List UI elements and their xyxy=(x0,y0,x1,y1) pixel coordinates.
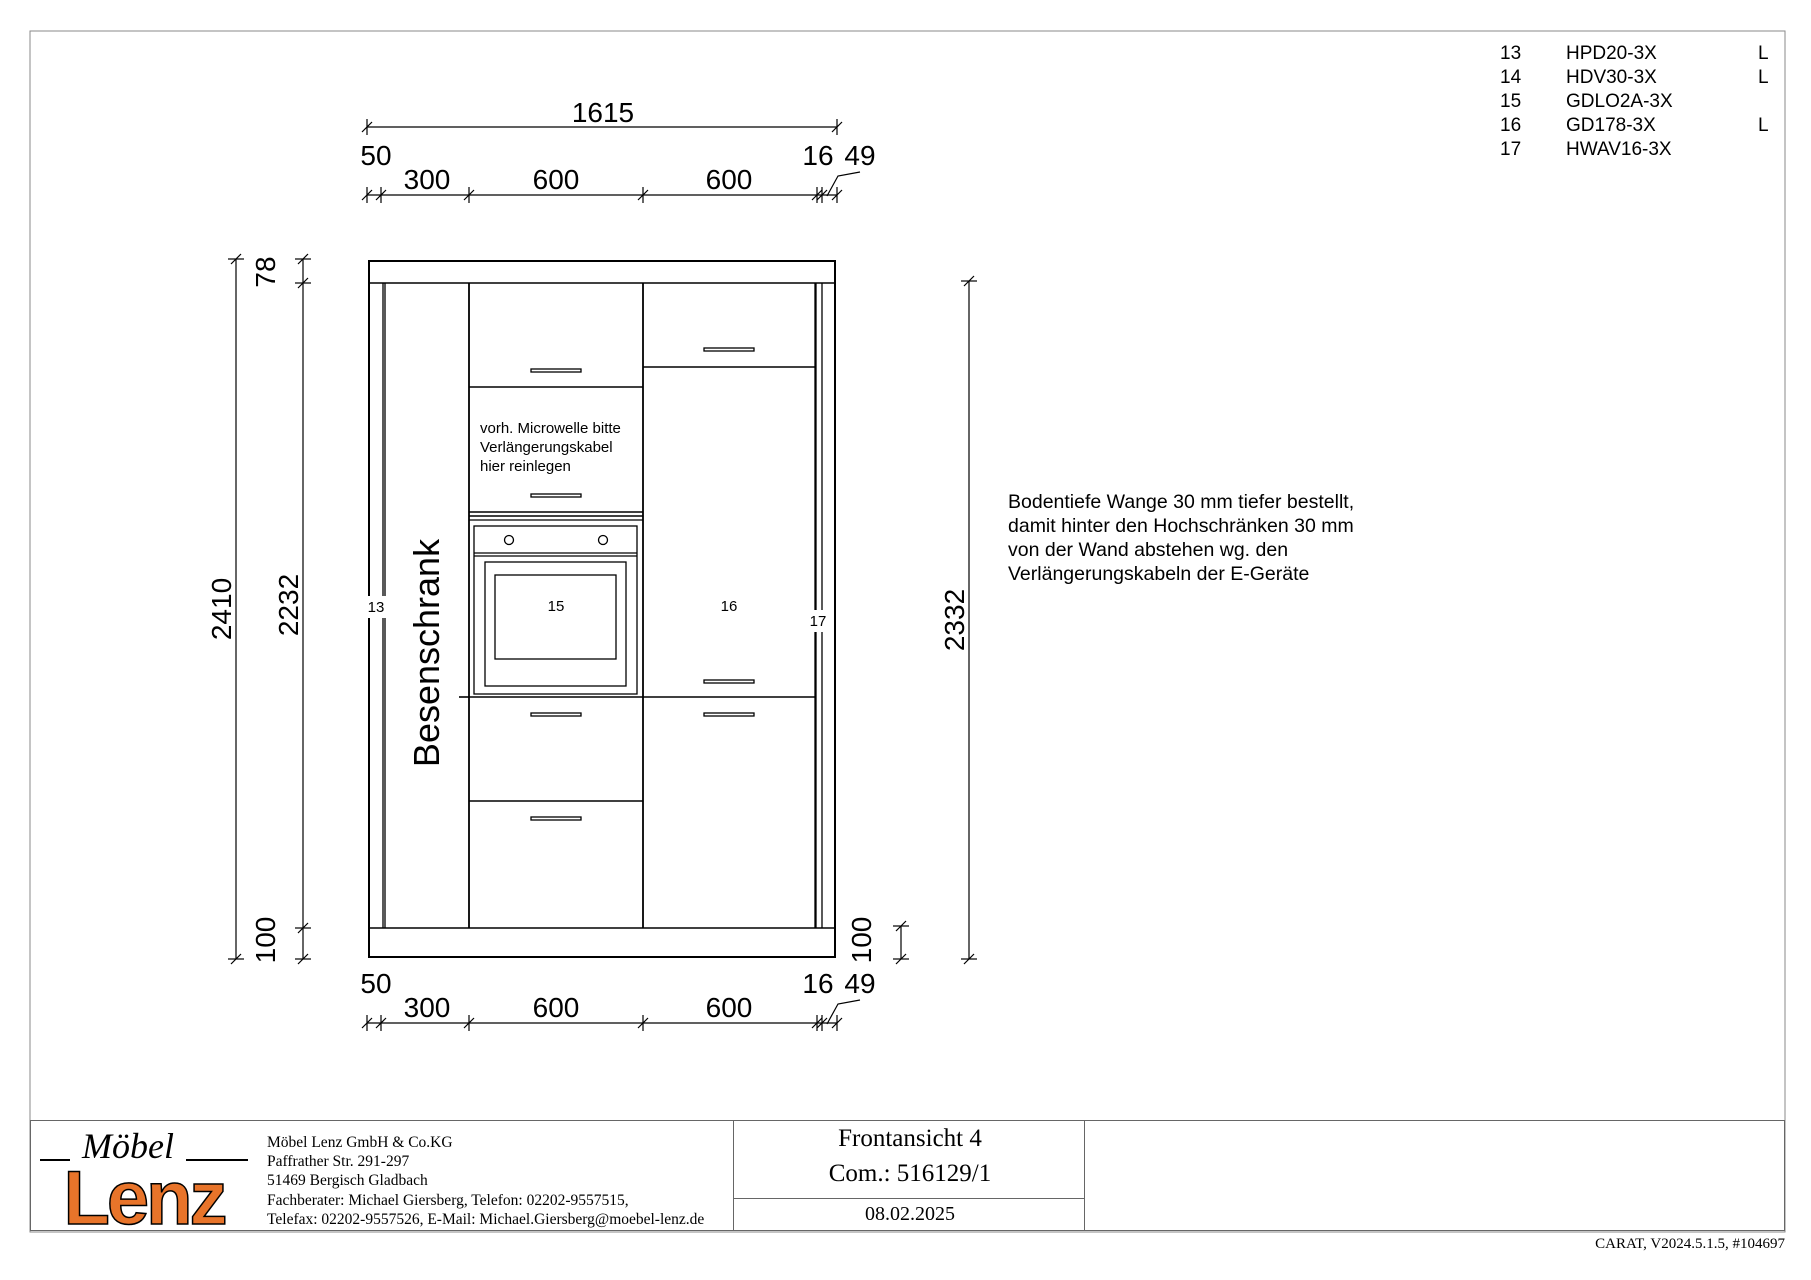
position-15-label: 15 xyxy=(547,598,565,615)
moebel-lenz-logo xyxy=(38,1122,250,1230)
legend-code: HPD20-3X xyxy=(1566,43,1657,64)
besenschrank-label: Besenschrank xyxy=(406,538,447,768)
dim-top-seg1: 300 xyxy=(403,164,451,195)
microwave-note-line-1: vorh. Microwelle bitte xyxy=(480,420,621,437)
position-legend xyxy=(1500,43,1780,163)
legend-code: HDV30-3X xyxy=(1566,67,1657,88)
dim-bottom-left-edge: 50 xyxy=(360,968,392,999)
position-17-label: 17 xyxy=(809,613,827,630)
logo-text-top: Möbel xyxy=(82,1126,174,1166)
legend-flag: L xyxy=(1758,67,1769,88)
company-line: Telefax: 02202-9557526, E-Mail: Michael.Giersberg@moebel-lenz.de xyxy=(267,1210,705,1228)
dim-top-seg3: 600 xyxy=(705,164,753,195)
dim-bottom-right-a: 16 xyxy=(802,968,834,999)
legend-number: 14 xyxy=(1500,67,1522,88)
legend-row xyxy=(1500,91,1780,115)
position-16-label: 16 xyxy=(720,598,738,615)
dim-bottom-seg3: 600 xyxy=(705,992,753,1023)
dim-top-total: 1615 xyxy=(571,97,635,128)
note-line: Verlängerungskabeln der E-Geräte xyxy=(1008,563,1310,585)
company-line: Möbel Lenz GmbH & Co.KG xyxy=(267,1134,453,1151)
legend-code: GDLO2A-3X xyxy=(1566,91,1673,112)
note-line: Bodentiefe Wange 30 mm tiefer bestellt, xyxy=(1008,491,1355,513)
dim-bottom-seg2: 600 xyxy=(532,992,580,1023)
company-line: Fachberater: Michael Giersberg, Telefon: 02202-9557515, xyxy=(267,1191,629,1209)
drawing-title: Frontansicht 4 xyxy=(838,1125,982,1152)
legend-row xyxy=(1500,43,1780,67)
software-version: CARAT, V2024.5.1.5, #104697 xyxy=(1595,1236,1785,1252)
company-info xyxy=(267,1133,704,1229)
legend-number: 13 xyxy=(1500,43,1522,64)
dim-bottom-right-b: 49 xyxy=(844,968,876,999)
microwave-note-line-3: hier reinlegen xyxy=(480,458,571,475)
legend-code: HWAV16-3X xyxy=(1566,139,1672,160)
note-line: damit hinter den Hochschränken 30 mm xyxy=(1008,515,1354,537)
legend-row xyxy=(1500,139,1780,163)
dim-left-total: 2410 xyxy=(206,577,237,641)
dim-bottom-seg1: 300 xyxy=(403,992,451,1023)
dim-right-bottom: 100 xyxy=(846,916,877,964)
legend-row xyxy=(1500,115,1780,139)
position-13-label: 13 xyxy=(367,599,385,616)
legend-number: 17 xyxy=(1500,139,1522,160)
installation-note xyxy=(1008,490,1354,586)
logo-text-main: Lenz xyxy=(63,1156,225,1230)
drawing-date: 08.02.2025 xyxy=(865,1203,955,1225)
dim-top-left-edge: 50 xyxy=(360,140,392,171)
commission-number: Com.: 516129/1 xyxy=(828,1160,992,1187)
company-line: Paffrather Str. 291-297 xyxy=(267,1153,410,1171)
title-block-date-divider xyxy=(733,1198,1085,1199)
dim-left-bottom: 100 xyxy=(250,916,281,964)
dim-right-total: 2332 xyxy=(939,588,970,652)
dim-left-mid: 2232 xyxy=(273,573,304,637)
dim-left-top: 78 xyxy=(250,256,281,288)
dim-top-seg2: 600 xyxy=(532,164,580,195)
dim-top-right-b: 49 xyxy=(844,140,876,171)
legend-row xyxy=(1500,67,1780,91)
legend-number: 15 xyxy=(1500,91,1522,112)
legend-number: 16 xyxy=(1500,115,1522,136)
legend-code: GD178-3X xyxy=(1566,115,1656,136)
dim-top-right-a: 16 xyxy=(802,140,834,171)
company-line: 51469 Bergisch Gladbach xyxy=(267,1172,428,1190)
microwave-note-line-2: Verlängerungskabel xyxy=(480,439,613,456)
legend-flag: L xyxy=(1758,115,1769,136)
note-line: von der Wand abstehen wg. den xyxy=(1008,539,1289,561)
legend-flag: L xyxy=(1758,43,1769,64)
